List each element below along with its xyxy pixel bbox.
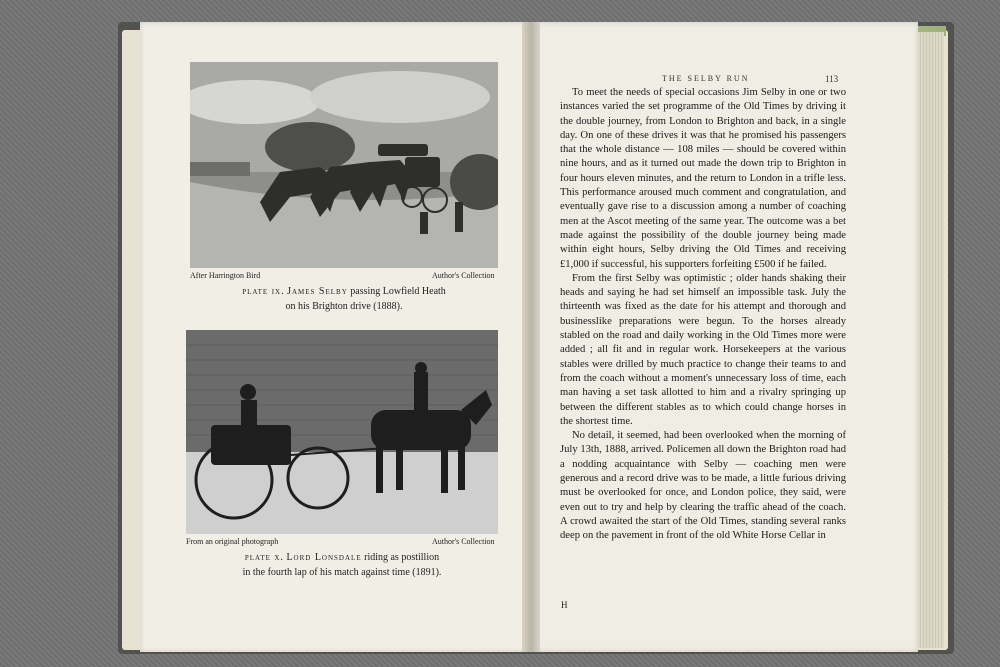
paragraph-3: No detail, it seemed, had been overlooked when the morning of July 13th, 1888, arrived. Policemen all down the Brighton road had a nodding acquaintance with Selby — coaching men were generous and a record drive was to be made, a little furious driving must be overlooked for once, and London police, they said, were even out to try and help by clearing the traffic ahead of the coach. A crowd awaited the start of the Old Times, standing several ranks deep on the pavement in front of the old White Horse Cellar in <box>560 430 846 542</box>
paragraph-2: From the first Selby was optimistic ; older hands shaking their heads and saying he had set himself an impossible task. July the thirteenth was fixed as the date for his attempt and thorough and businesslike preparations were begun. To the horses already stabled on the road and daily working in the Old Times more were added ; all fit and in regular work. Horsekeepers at the various stables were drilled by much practice to change their teams to and from the coach without a moment's unnecessary loss of time, each man having a set task allotted to him and a rivalry springing up between the different stables as to which could change horses in the shortest time. <box>560 272 846 427</box>
running-head: THE SELBY RUN <box>662 74 750 83</box>
plate-ix-credit-collection: Author's Collection <box>432 271 495 280</box>
page-number: 113 <box>825 74 839 84</box>
plate-x-caption-text: riding as postillion <box>364 552 440 563</box>
plate-x-caption <box>186 550 498 580</box>
plate-ix-illustration <box>190 62 498 268</box>
plate-x-credit-collection: Author's Collection <box>432 537 495 546</box>
book-gutter <box>522 22 540 652</box>
plate-x-label: plate x. <box>244 552 284 563</box>
plate-ix-caption <box>190 284 498 314</box>
plate-ix-label: plate ix. <box>242 286 285 297</box>
plate-x-credit-source: From an original photograph <box>186 537 279 546</box>
plate-ix-subject: James Selby <box>287 286 348 297</box>
plate-ix-credit-artist: After Harrington Bird <box>190 271 261 280</box>
plate-x-caption-line2: in the fourth lap of his match against time (1891). <box>242 567 442 578</box>
body-text <box>560 86 846 544</box>
plate-ix-caption-line2: on his Brighton drive (1888). <box>285 301 403 312</box>
page-edges <box>918 32 944 648</box>
plate-x-subject: Lord Lonsdale <box>286 552 362 563</box>
plate-ix-caption-text: passing Lowfield Heath <box>350 286 446 297</box>
paragraph-1: To meet the needs of special occasions Jim Selby in one or two instances varied the set programme of the Old Times by driving it the double journey, from London to Brighton and back, in a single day. On one of these drives it was that he promised his passengers that the whole distance — 108 miles — should be covered within nine hours, and as it turned out made the down trip to Brighton in four hours eleven minutes, and the return to London in a trifle less. This performance aroused much comment and congratulation, and eventually gave rise to a discussion among a number of coaching men at the Ascot meeting of the same year. The outcome was a bet made against the possibility of the double journey being made within eight hours, Selby driving the Old Times and receiving £1,000 if successful, his supporters forfeiting £500 if he failed. <box>560 87 846 270</box>
plate-x-photograph <box>186 330 498 534</box>
signature-mark: H <box>561 600 568 610</box>
